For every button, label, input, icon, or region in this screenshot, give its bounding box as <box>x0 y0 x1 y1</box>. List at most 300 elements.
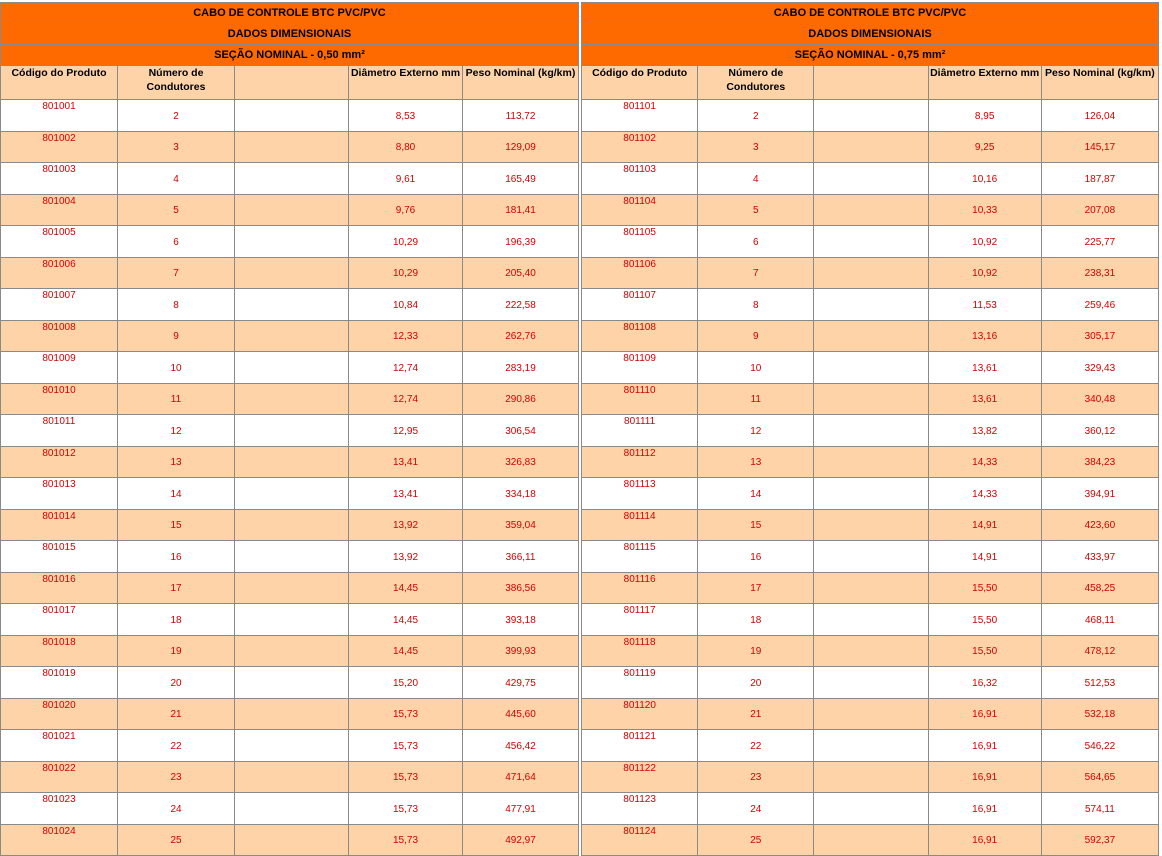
weight-cell: 532,18 <box>1041 698 1158 730</box>
weight-cell: 225,77 <box>1041 226 1158 258</box>
diameter-cell: 13,61 <box>928 352 1041 384</box>
conductor-count-cell: 16 <box>118 541 235 573</box>
table-row <box>1 383 579 415</box>
blank-cell <box>235 761 349 793</box>
header-weight: Peso Nominal (kg/km) <box>1041 66 1158 100</box>
diameter-cell: 13,41 <box>349 478 463 510</box>
weight-cell: 187,87 <box>1041 163 1158 195</box>
table-row <box>1 604 579 636</box>
blank-cell <box>235 635 349 667</box>
product-code-cell: 801105 <box>582 226 698 258</box>
header-conductors: Número de Condutores <box>118 66 235 100</box>
blank-cell <box>235 415 349 447</box>
weight-cell: 334,18 <box>463 478 579 510</box>
blank-cell <box>235 541 349 573</box>
product-code-cell: 801124 <box>582 824 698 856</box>
conductor-count-cell: 12 <box>118 415 235 447</box>
blank-cell <box>235 478 349 510</box>
table-row <box>1 257 579 289</box>
blank-cell <box>814 320 928 352</box>
blank-cell <box>235 194 349 226</box>
conductor-count-cell: 8 <box>698 289 814 321</box>
product-code-cell: 801107 <box>582 289 698 321</box>
diameter-cell: 10,92 <box>928 226 1041 258</box>
diameter-cell: 16,91 <box>928 824 1041 856</box>
conductor-count-cell: 9 <box>698 320 814 352</box>
table-row <box>582 478 1159 510</box>
blank-cell <box>235 352 349 384</box>
table-subtitle: DADOS DIMENSIONAIS <box>1 24 579 45</box>
weight-cell: 329,43 <box>1041 352 1158 384</box>
table-row <box>582 383 1159 415</box>
conductor-count-cell: 10 <box>698 352 814 384</box>
diameter-cell: 13,92 <box>349 541 463 573</box>
diameter-cell: 10,84 <box>349 289 463 321</box>
dimension-table <box>581 2 1159 856</box>
diameter-cell: 10,29 <box>349 226 463 258</box>
diameter-cell: 14,45 <box>349 572 463 604</box>
blank-cell <box>814 572 928 604</box>
table-row <box>1 415 579 447</box>
conductor-count-cell: 6 <box>698 226 814 258</box>
table-title: CABO DE CONTROLE BTC PVC/PVC <box>582 3 1159 24</box>
table-row <box>582 572 1159 604</box>
table-panel-050 <box>0 2 578 856</box>
diameter-cell: 15,73 <box>349 698 463 730</box>
diameter-cell: 16,91 <box>928 698 1041 730</box>
conductor-count-cell: 14 <box>698 478 814 510</box>
header-code: Código do Produto <box>582 66 698 100</box>
table-row <box>582 131 1159 163</box>
diameter-cell: 8,95 <box>928 100 1041 132</box>
diameter-cell: 12,74 <box>349 352 463 384</box>
diameter-cell: 11,53 <box>928 289 1041 321</box>
table-row <box>1 509 579 541</box>
weight-cell: 145,17 <box>1041 131 1158 163</box>
diameter-cell: 9,61 <box>349 163 463 195</box>
product-code-cell: 801024 <box>1 824 118 856</box>
product-code-cell: 801110 <box>582 383 698 415</box>
table-row <box>582 289 1159 321</box>
header-code: Código do Produto <box>1 66 118 100</box>
blank-cell <box>814 415 928 447</box>
conductor-count-cell: 18 <box>698 604 814 636</box>
table-body <box>582 100 1159 856</box>
weight-cell: 126,04 <box>1041 100 1158 132</box>
diameter-cell: 10,33 <box>928 194 1041 226</box>
product-code-cell: 801120 <box>582 698 698 730</box>
diameter-cell: 10,29 <box>349 257 463 289</box>
blank-cell <box>235 131 349 163</box>
weight-cell: 429,75 <box>463 667 579 699</box>
table-row <box>582 604 1159 636</box>
table-row <box>582 635 1159 667</box>
diameter-cell: 13,41 <box>349 446 463 478</box>
product-code-cell: 801014 <box>1 509 118 541</box>
table-row <box>1 446 579 478</box>
table-row <box>1 100 579 132</box>
product-code-cell: 801007 <box>1 289 118 321</box>
weight-cell: 113,72 <box>463 100 579 132</box>
blank-cell <box>814 257 928 289</box>
blank-cell <box>235 100 349 132</box>
blank-cell <box>814 793 928 825</box>
conductor-count-cell: 5 <box>118 194 235 226</box>
conductor-count-cell: 2 <box>118 100 235 132</box>
product-code-cell: 801008 <box>1 320 118 352</box>
product-code-cell: 801114 <box>582 509 698 541</box>
table-row <box>582 761 1159 793</box>
diameter-cell: 15,50 <box>928 604 1041 636</box>
conductor-count-cell: 7 <box>698 257 814 289</box>
diameter-cell: 10,16 <box>928 163 1041 195</box>
product-code-cell: 801112 <box>582 446 698 478</box>
product-code-cell: 801003 <box>1 163 118 195</box>
conductor-count-cell: 8 <box>118 289 235 321</box>
table-title: CABO DE CONTROLE BTC PVC/PVC <box>1 3 579 24</box>
product-code-cell: 801015 <box>1 541 118 573</box>
conductor-count-cell: 3 <box>118 131 235 163</box>
blank-cell <box>235 320 349 352</box>
blank-cell <box>814 761 928 793</box>
table-row <box>1 761 579 793</box>
diameter-cell: 16,91 <box>928 793 1041 825</box>
weight-cell: 340,48 <box>1041 383 1158 415</box>
weight-cell: 222,58 <box>463 289 579 321</box>
table-row <box>582 730 1159 762</box>
diameter-cell: 9,76 <box>349 194 463 226</box>
section-label: SEÇÃO NOMINAL - 0,50 mm² <box>1 45 579 66</box>
conductor-count-cell: 12 <box>698 415 814 447</box>
product-code-cell: 801109 <box>582 352 698 384</box>
table-row <box>1 572 579 604</box>
blank-cell <box>235 383 349 415</box>
conductor-count-cell: 11 <box>118 383 235 415</box>
product-code-cell: 801119 <box>582 667 698 699</box>
table-row <box>582 446 1159 478</box>
product-code-cell: 801013 <box>1 478 118 510</box>
diameter-cell: 15,73 <box>349 761 463 793</box>
header-diameter: Diâmetro Externo mm <box>349 66 463 100</box>
weight-cell: 366,11 <box>463 541 579 573</box>
blank-cell <box>814 478 928 510</box>
diameter-cell: 14,33 <box>928 478 1041 510</box>
product-code-cell: 801021 <box>1 730 118 762</box>
product-code-cell: 801123 <box>582 793 698 825</box>
weight-cell: 458,25 <box>1041 572 1158 604</box>
table-row <box>582 257 1159 289</box>
product-code-cell: 801016 <box>1 572 118 604</box>
conductor-count-cell: 13 <box>698 446 814 478</box>
diameter-cell: 9,25 <box>928 131 1041 163</box>
diameter-cell: 16,32 <box>928 667 1041 699</box>
table-body <box>1 100 579 856</box>
table-row <box>1 730 579 762</box>
product-code-cell: 801012 <box>1 446 118 478</box>
conductor-count-cell: 9 <box>118 320 235 352</box>
product-code-cell: 801018 <box>1 635 118 667</box>
table-row <box>582 824 1159 856</box>
weight-cell: 360,12 <box>1041 415 1158 447</box>
blank-cell <box>235 226 349 258</box>
header-blank <box>235 66 349 100</box>
product-code-cell: 801111 <box>582 415 698 447</box>
product-code-cell: 801122 <box>582 761 698 793</box>
product-code-cell: 801116 <box>582 572 698 604</box>
weight-cell: 456,42 <box>463 730 579 762</box>
conductor-count-cell: 20 <box>698 667 814 699</box>
product-code-cell: 801121 <box>582 730 698 762</box>
blank-cell <box>814 163 928 195</box>
diameter-cell: 13,92 <box>349 509 463 541</box>
product-code-cell: 801023 <box>1 793 118 825</box>
conductor-count-cell: 2 <box>698 100 814 132</box>
table-row <box>582 100 1159 132</box>
weight-cell: 305,17 <box>1041 320 1158 352</box>
blank-cell <box>235 824 349 856</box>
weight-cell: 165,49 <box>463 163 579 195</box>
diameter-cell: 15,50 <box>928 635 1041 667</box>
diameter-cell: 12,74 <box>349 383 463 415</box>
product-code-cell: 801104 <box>582 194 698 226</box>
conductor-count-cell: 4 <box>118 163 235 195</box>
diameter-cell: 14,91 <box>928 509 1041 541</box>
conductor-count-cell: 23 <box>698 761 814 793</box>
conductor-count-cell: 24 <box>118 793 235 825</box>
conductor-count-cell: 22 <box>118 730 235 762</box>
weight-cell: 207,08 <box>1041 194 1158 226</box>
table-row <box>582 793 1159 825</box>
conductor-count-cell: 22 <box>698 730 814 762</box>
table-row <box>1 793 579 825</box>
table-row <box>1 698 579 730</box>
blank-cell <box>814 730 928 762</box>
blank-cell <box>235 509 349 541</box>
product-code-cell: 801002 <box>1 131 118 163</box>
blank-cell <box>235 257 349 289</box>
weight-cell: 478,12 <box>1041 635 1158 667</box>
blank-cell <box>235 698 349 730</box>
conductor-count-cell: 23 <box>118 761 235 793</box>
conductor-count-cell: 6 <box>118 226 235 258</box>
weight-cell: 393,18 <box>463 604 579 636</box>
diameter-cell: 16,91 <box>928 761 1041 793</box>
conductor-count-cell: 17 <box>698 572 814 604</box>
conductor-count-cell: 17 <box>118 572 235 604</box>
blank-cell <box>814 541 928 573</box>
conductor-count-cell: 25 <box>698 824 814 856</box>
product-code-cell: 801106 <box>582 257 698 289</box>
table-row <box>582 352 1159 384</box>
weight-cell: 574,11 <box>1041 793 1158 825</box>
table-row <box>1 226 579 258</box>
diameter-cell: 15,20 <box>349 667 463 699</box>
conductor-count-cell: 20 <box>118 667 235 699</box>
diameter-cell: 15,50 <box>928 572 1041 604</box>
blank-cell <box>814 289 928 321</box>
blank-cell <box>235 730 349 762</box>
blank-cell <box>814 446 928 478</box>
table-row <box>1 478 579 510</box>
weight-cell: 468,11 <box>1041 604 1158 636</box>
weight-cell: 238,31 <box>1041 257 1158 289</box>
conductor-count-cell: 10 <box>118 352 235 384</box>
table-panel-075 <box>581 2 1159 856</box>
conductor-count-cell: 4 <box>698 163 814 195</box>
diameter-cell: 12,33 <box>349 320 463 352</box>
weight-cell: 290,86 <box>463 383 579 415</box>
weight-cell: 181,41 <box>463 194 579 226</box>
weight-cell: 196,39 <box>463 226 579 258</box>
table-row <box>1 289 579 321</box>
product-code-cell: 801103 <box>582 163 698 195</box>
product-code-cell: 801020 <box>1 698 118 730</box>
section-label: SEÇÃO NOMINAL - 0,75 mm² <box>582 45 1159 66</box>
product-code-cell: 801019 <box>1 667 118 699</box>
diameter-cell: 15,73 <box>349 730 463 762</box>
diameter-cell: 14,33 <box>928 446 1041 478</box>
product-code-cell: 801117 <box>582 604 698 636</box>
dimension-table <box>0 2 579 856</box>
blank-cell <box>235 667 349 699</box>
table-row <box>1 541 579 573</box>
diameter-cell: 14,45 <box>349 635 463 667</box>
blank-cell <box>814 604 928 636</box>
diameter-cell: 8,53 <box>349 100 463 132</box>
blank-cell <box>814 824 928 856</box>
product-code-cell: 801113 <box>582 478 698 510</box>
conductor-count-cell: 5 <box>698 194 814 226</box>
conductor-count-cell: 21 <box>118 698 235 730</box>
blank-cell <box>235 572 349 604</box>
diameter-cell: 13,16 <box>928 320 1041 352</box>
weight-cell: 564,65 <box>1041 761 1158 793</box>
table-row <box>582 698 1159 730</box>
blank-cell <box>235 793 349 825</box>
product-code-cell: 801001 <box>1 100 118 132</box>
weight-cell: 512,53 <box>1041 667 1158 699</box>
blank-cell <box>814 226 928 258</box>
diameter-cell: 12,95 <box>349 415 463 447</box>
blank-cell <box>814 352 928 384</box>
diameter-cell: 16,91 <box>928 730 1041 762</box>
weight-cell: 205,40 <box>463 257 579 289</box>
table-row <box>582 320 1159 352</box>
diameter-cell: 15,73 <box>349 824 463 856</box>
weight-cell: 492,97 <box>463 824 579 856</box>
product-code-cell: 801017 <box>1 604 118 636</box>
conductor-count-cell: 19 <box>698 635 814 667</box>
header-weight: Peso Nominal (kg/km) <box>463 66 579 100</box>
header-diameter: Diâmetro Externo mm <box>928 66 1041 100</box>
conductor-count-cell: 13 <box>118 446 235 478</box>
blank-cell <box>814 698 928 730</box>
weight-cell: 592,37 <box>1041 824 1158 856</box>
table-row <box>1 194 579 226</box>
conductor-count-cell: 3 <box>698 131 814 163</box>
weight-cell: 394,91 <box>1041 478 1158 510</box>
table-row <box>1 163 579 195</box>
conductor-count-cell: 21 <box>698 698 814 730</box>
weight-cell: 259,46 <box>1041 289 1158 321</box>
weight-cell: 433,97 <box>1041 541 1158 573</box>
weight-cell: 262,76 <box>463 320 579 352</box>
weight-cell: 326,83 <box>463 446 579 478</box>
table-row <box>1 352 579 384</box>
blank-cell <box>235 446 349 478</box>
blank-cell <box>814 635 928 667</box>
weight-cell: 283,19 <box>463 352 579 384</box>
table-row <box>582 194 1159 226</box>
header-blank <box>814 66 928 100</box>
conductor-count-cell: 7 <box>118 257 235 289</box>
blank-cell <box>235 163 349 195</box>
blank-cell <box>814 131 928 163</box>
weight-cell: 546,22 <box>1041 730 1158 762</box>
weight-cell: 306,54 <box>463 415 579 447</box>
conductor-count-cell: 24 <box>698 793 814 825</box>
weight-cell: 129,09 <box>463 131 579 163</box>
product-code-cell: 801004 <box>1 194 118 226</box>
weight-cell: 471,64 <box>463 761 579 793</box>
conductor-count-cell: 19 <box>118 635 235 667</box>
blank-cell <box>235 289 349 321</box>
conductor-count-cell: 11 <box>698 383 814 415</box>
diameter-cell: 13,82 <box>928 415 1041 447</box>
product-code-cell: 801006 <box>1 257 118 289</box>
table-row <box>1 320 579 352</box>
table-row <box>1 667 579 699</box>
diameter-cell: 14,45 <box>349 604 463 636</box>
product-code-cell: 801101 <box>582 100 698 132</box>
diameter-cell: 14,91 <box>928 541 1041 573</box>
blank-cell <box>814 194 928 226</box>
conductor-count-cell: 15 <box>118 509 235 541</box>
table-row <box>582 163 1159 195</box>
blank-cell <box>814 509 928 541</box>
table-row <box>582 541 1159 573</box>
conductor-count-cell: 16 <box>698 541 814 573</box>
table-row <box>582 509 1159 541</box>
table-row <box>1 824 579 856</box>
table-row <box>582 415 1159 447</box>
table-row <box>1 131 579 163</box>
conductor-count-cell: 18 <box>118 604 235 636</box>
weight-cell: 445,60 <box>463 698 579 730</box>
blank-cell <box>814 383 928 415</box>
weight-cell: 423,60 <box>1041 509 1158 541</box>
diameter-cell: 10,92 <box>928 257 1041 289</box>
table-row <box>582 667 1159 699</box>
product-code-cell: 801005 <box>1 226 118 258</box>
product-code-cell: 801010 <box>1 383 118 415</box>
product-code-cell: 801011 <box>1 415 118 447</box>
product-code-cell: 801009 <box>1 352 118 384</box>
product-code-cell: 801022 <box>1 761 118 793</box>
blank-cell <box>814 100 928 132</box>
table-row <box>1 635 579 667</box>
diameter-cell: 15,73 <box>349 793 463 825</box>
product-code-cell: 801108 <box>582 320 698 352</box>
conductor-count-cell: 15 <box>698 509 814 541</box>
blank-cell <box>814 667 928 699</box>
weight-cell: 399,93 <box>463 635 579 667</box>
weight-cell: 386,56 <box>463 572 579 604</box>
header-conductors: Número de Condutores <box>698 66 814 100</box>
conductor-count-cell: 14 <box>118 478 235 510</box>
diameter-cell: 8,80 <box>349 131 463 163</box>
weight-cell: 359,04 <box>463 509 579 541</box>
